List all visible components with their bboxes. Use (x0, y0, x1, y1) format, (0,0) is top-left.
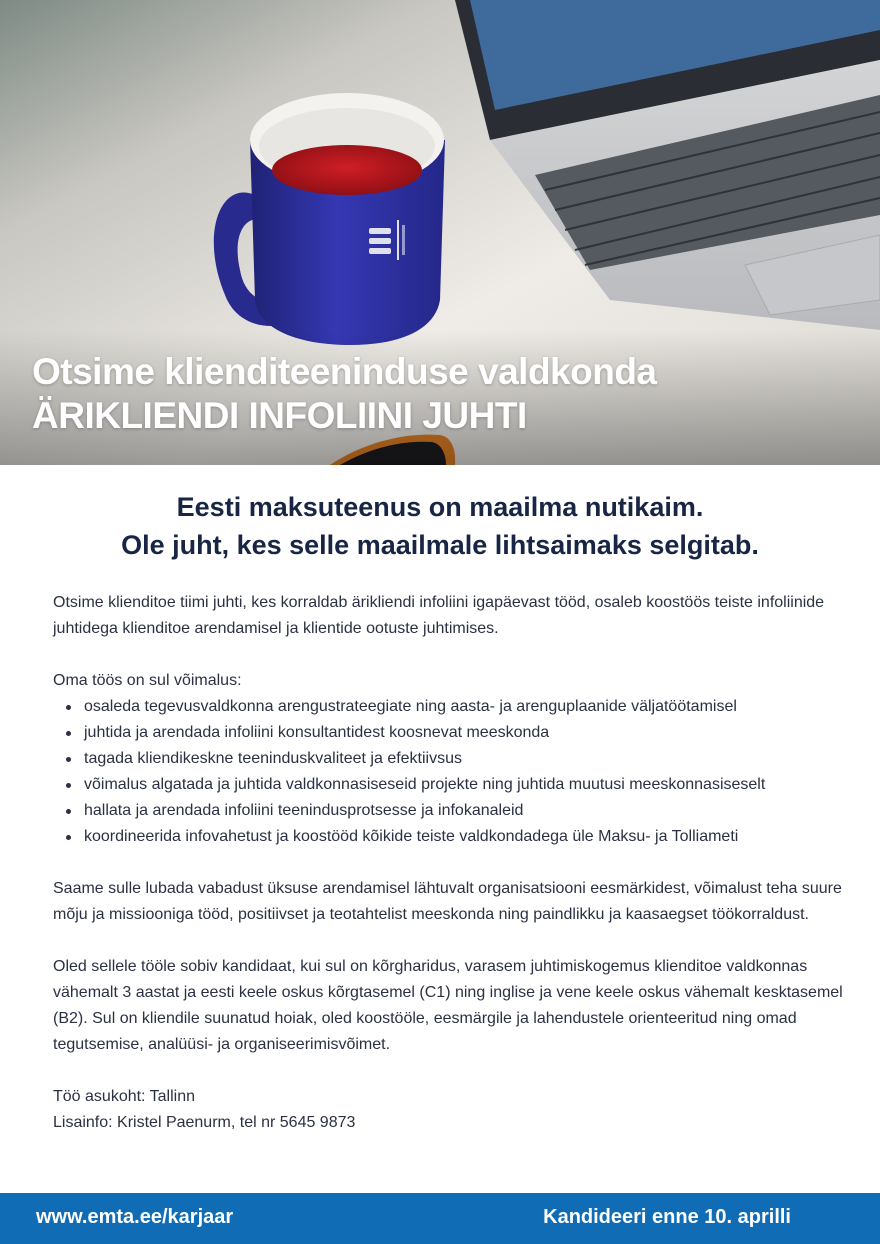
footer-bar (0, 1193, 880, 1244)
hero-banner (0, 0, 880, 465)
list-item: koordineerida infovahetust ja koostööd kõikide teiste valdkondadega üle Maksu- ja Tolliameti (84, 824, 853, 850)
hero-title-line2: ÄRIKLIENDI INFOLIINI JUHTI (32, 395, 527, 436)
opportunities-heading: Oma töös on sul võimalus: (53, 672, 242, 689)
list-item: võimalus algatada ja juhtida valdkonnasiseseid projekte ning juhtida muutusi meeskonnasiseselt (84, 772, 853, 798)
list-item: tagada kliendikeskne teeninduskvaliteet ja efektiivsus (84, 746, 853, 772)
location-line: Töö asukoht: Tallinn (53, 1088, 196, 1105)
contact-line: Lisainfo: Kristel Paenurm, tel nr 5645 9873 (53, 1114, 356, 1131)
list-item: hallata ja arendada infoliini teenindusprotsesse ja infokanaleid (84, 798, 853, 824)
tea (272, 145, 422, 195)
headline-line2: Ole juht, kes selle maailmale lihtsaimaks selgitab. (121, 530, 759, 560)
hero-title (32, 350, 657, 438)
offer-paragraph: Saame sulle lubada vabadust üksuse arendamisel lähtuvalt organisatsiooni eesmärkidest, võimalust teha suure mõju ja missiooniga tööd, positiivset ja teotahtelist meeskonda ning paindlikku ja kaasaegset töökorraldust. (53, 880, 842, 923)
job-description (53, 590, 853, 1136)
list-item: juhtida ja arendada infoliini konsultantidest koosnevat meeskonda (84, 720, 853, 746)
opportunities-list (53, 694, 853, 850)
requirements-paragraph: Oled sellele tööle sobiv kandidaat, kui sul on kõrgharidus, varasem juhtimiskogemus klienditoe valdkonnas vähemalt 3 aastat ja eesti keele oskus kõrgtasemel (C1) ning inglise ja vene keele oskus vähemalt kesktasemel (B2). Sul on kliendile suunatud hoiak, oled koostööle, eesmärgile ja lahendustele orienteeritud ning omad tegutsemise, analüüsi- ja organiseerimisvõimet. (53, 958, 843, 1053)
apply-deadline: Kandideeri enne 10. aprilli (543, 1206, 791, 1228)
intro-paragraph: Otsime klienditoe tiimi juhti, kes korraldab ärikliendi infoliini igapäevast tööd, osaleb koostöös teiste infoliinide juhtidega klienditoe arendamisel ja klientide ootuste juhtimises. (53, 594, 825, 637)
list-item: osaleda tegevusvaldkonna arengustrateegiate ning aasta- ja arenguplaanide väljatöötamisel (84, 694, 853, 720)
hero-title-line1: Otsime klienditeeninduse valdkonda (32, 351, 657, 392)
headline (0, 488, 880, 564)
headline-line1: Eesti maksuteenus on maailma nutikaim. (176, 492, 704, 522)
careers-link[interactable]: www.emta.ee/karjaar (36, 1206, 234, 1228)
